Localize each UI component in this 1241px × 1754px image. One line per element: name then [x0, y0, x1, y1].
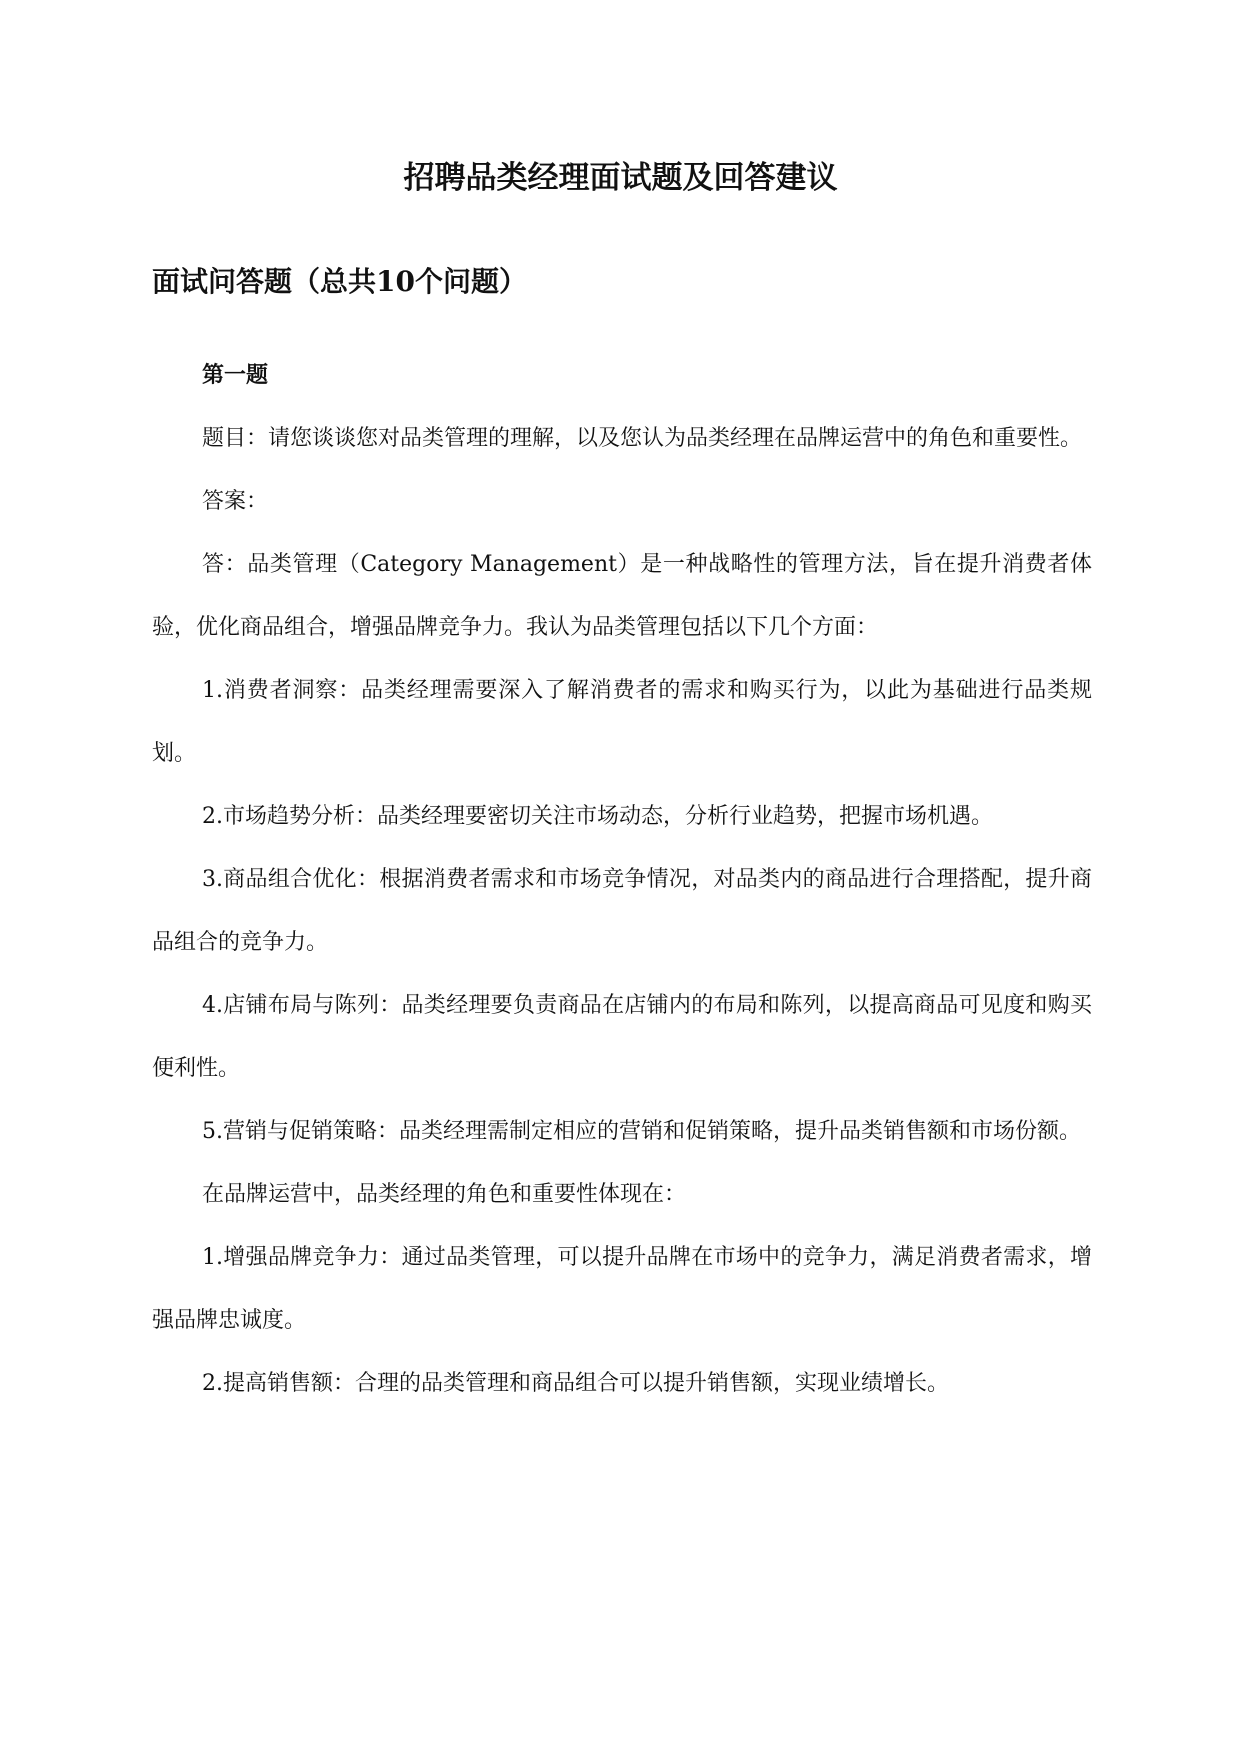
question-label: 第一题	[202, 362, 269, 388]
answer-label: 答案：	[202, 489, 269, 514]
answer-paragraph: 2.市场趋势分析：品类经理要密切关注市场动态，分析行业趋势，把握市场机遇。	[202, 804, 993, 829]
answer-paragraph: 在品牌运营中，品类经理的角色和重要性体现在：	[202, 1182, 687, 1207]
section-heading: 面试问答题（总共10个问题）	[152, 265, 527, 298]
answer-paragraph: 1.消费者洞察：品类经理需要深入了解消费者的需求和购买行为，以此为基础进行品类规划。	[152, 678, 1092, 766]
question-text: 题目：请您谈谈您对品类管理的理解，以及您认为品类经理在品牌运营中的角色和重要性。	[202, 426, 1083, 451]
answer-paragraph: 5.营销与促销策略：品类经理需制定相应的营销和促销策略，提升品类销售额和市场份额。	[202, 1119, 1081, 1144]
answer-paragraph: 1.增强品牌竞争力：通过品类管理，可以提升品牌在市场中的竞争力，满足消费者需求，增强品牌忠诚度。	[152, 1245, 1092, 1333]
document-body	[152, 344, 1092, 1415]
answer-paragraph: 答：品类管理（Category Management）是一种战略性的管理方法，旨在提升消费者体验，优化商品组合，增强品牌竞争力。我认为品类管理包括以下几个方面：	[152, 552, 1092, 640]
answer-paragraph: 3.商品组合优化：根据消费者需求和市场竞争情况，对品类内的商品进行合理搭配，提升商品组合的竞争力。	[152, 867, 1092, 955]
answer-paragraph: 4.店铺布局与陈列：品类经理要负责商品在店铺内的布局和陈列，以提高商品可见度和购买便利性。	[152, 993, 1092, 1081]
answer-paragraph: 2.提高销售额：合理的品类管理和商品组合可以提升销售额，实现业绩增长。	[202, 1371, 949, 1396]
document-title: 招聘品类经理面试题及回答建议	[403, 160, 838, 196]
